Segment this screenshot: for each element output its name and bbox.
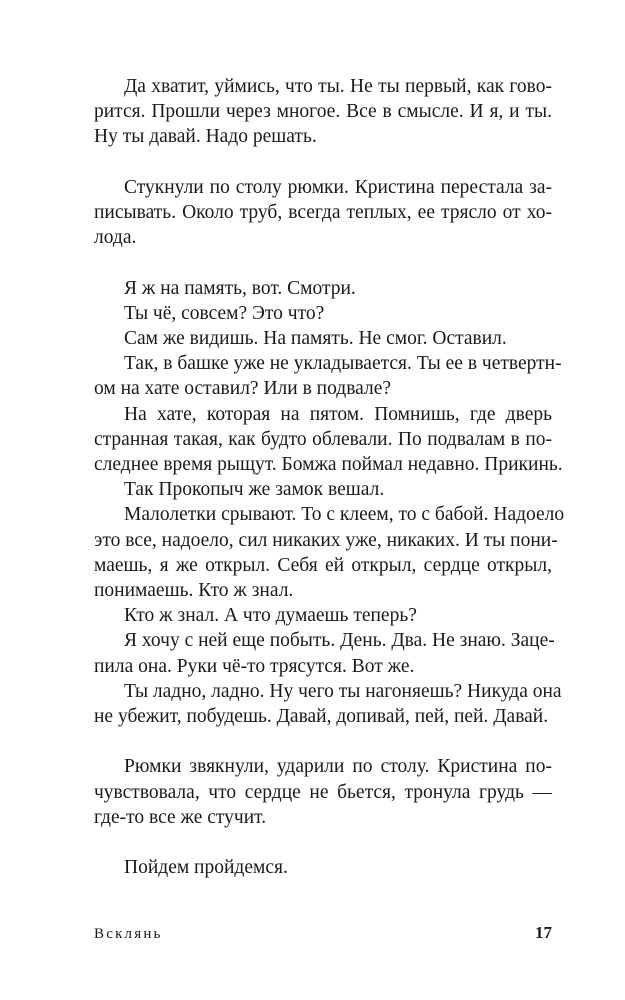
text-line: Ну ты давай. Надо решать. <box>94 126 317 148</box>
paragraph <box>94 74 552 150</box>
paragraph <box>94 301 552 326</box>
paragraph <box>94 754 552 830</box>
text-line: Так, в башке уже не укладывается. Ты ее в четвертн- <box>124 353 562 375</box>
paragraph-gap <box>94 250 552 275</box>
text-line: Рюмки звякнули, ударили по столу. Кристина по- <box>124 756 552 778</box>
text-line: не убежит, побудешь. Давай, допивай, пей, пей. Давай. <box>94 706 549 728</box>
text-line: чувствовала, что сердце не бьется, тронула грудь — <box>94 781 552 803</box>
running-footer-title: Всклянь <box>94 926 163 942</box>
paragraph <box>94 175 552 251</box>
text-line: Ты ладно, ладно. Ну чего ты нагоняешь? Никуда она <box>124 680 562 702</box>
text-line: пила она. Руки чё-то трясутся. Вот же. <box>94 655 415 677</box>
paragraph <box>94 477 552 502</box>
paragraph <box>94 502 565 603</box>
text-line: На хате, которая на пятом. Помнишь, где дверь <box>124 403 552 425</box>
text-line: рится. Прошли через многое. Все в смысле. И я, и ты. <box>94 101 552 123</box>
text-line: Я ж на память, вот. Смотри. <box>124 277 356 299</box>
text-line: Я хочу с ней еще побыть. День. Два. Не знаю. Заце- <box>124 630 555 652</box>
text-line: следнее время рыщут. Бомжа поймал недавно. Прикинь. <box>94 454 563 476</box>
paragraph-gap <box>94 830 552 855</box>
paragraph-gap <box>94 729 552 754</box>
text-line: маешь, я же открыл. Себя ей открыл, сердце открыл, <box>94 554 552 576</box>
text-line: Так Прокопыч же замок вешал. <box>124 479 385 501</box>
text-line: странная такая, как будто облевали. По подвалам в по- <box>94 428 552 450</box>
paragraph <box>94 855 552 880</box>
text-line: Кто ж знал. А что думаешь теперь? <box>124 605 417 627</box>
paragraph-gap <box>94 150 552 175</box>
text-line: Да хватит, уймись, что ты. Не ты первый, как гово- <box>124 76 552 97</box>
paragraph <box>94 603 552 628</box>
paragraph <box>94 326 552 351</box>
paragraph <box>94 351 562 401</box>
text-line: ом на хате оставил? Или в подвале? <box>94 378 392 400</box>
body-text <box>94 74 565 880</box>
text-line: Сам же видишь. На память. Не смог. Оставил. <box>124 328 507 349</box>
text-line: писывать. Около труб, всегда теплых, ее трясло от хо- <box>94 202 552 223</box>
text-line: лода. <box>94 227 137 249</box>
text-line: Малолетки срывают. То с клеем, то с бабой. Надоело <box>124 504 565 526</box>
paragraph <box>94 402 563 478</box>
text-line: где-то все же стучит. <box>94 806 267 828</box>
paragraph <box>94 276 552 301</box>
text-line: понимаешь. Кто ж знал. <box>94 580 294 602</box>
text-line: Пойдем пройдемся. <box>124 857 288 879</box>
text-line: это все, надоело, сил никаких уже, никаких. И ты пони- <box>94 529 558 551</box>
text-line: Стукнули по столу рюмки. Кристина перестала за- <box>124 176 552 198</box>
paragraph <box>94 628 555 678</box>
paragraph <box>94 679 562 729</box>
text-line: Ты чё, совсем? Это что? <box>124 302 325 324</box>
page-number: 17 <box>535 923 552 942</box>
